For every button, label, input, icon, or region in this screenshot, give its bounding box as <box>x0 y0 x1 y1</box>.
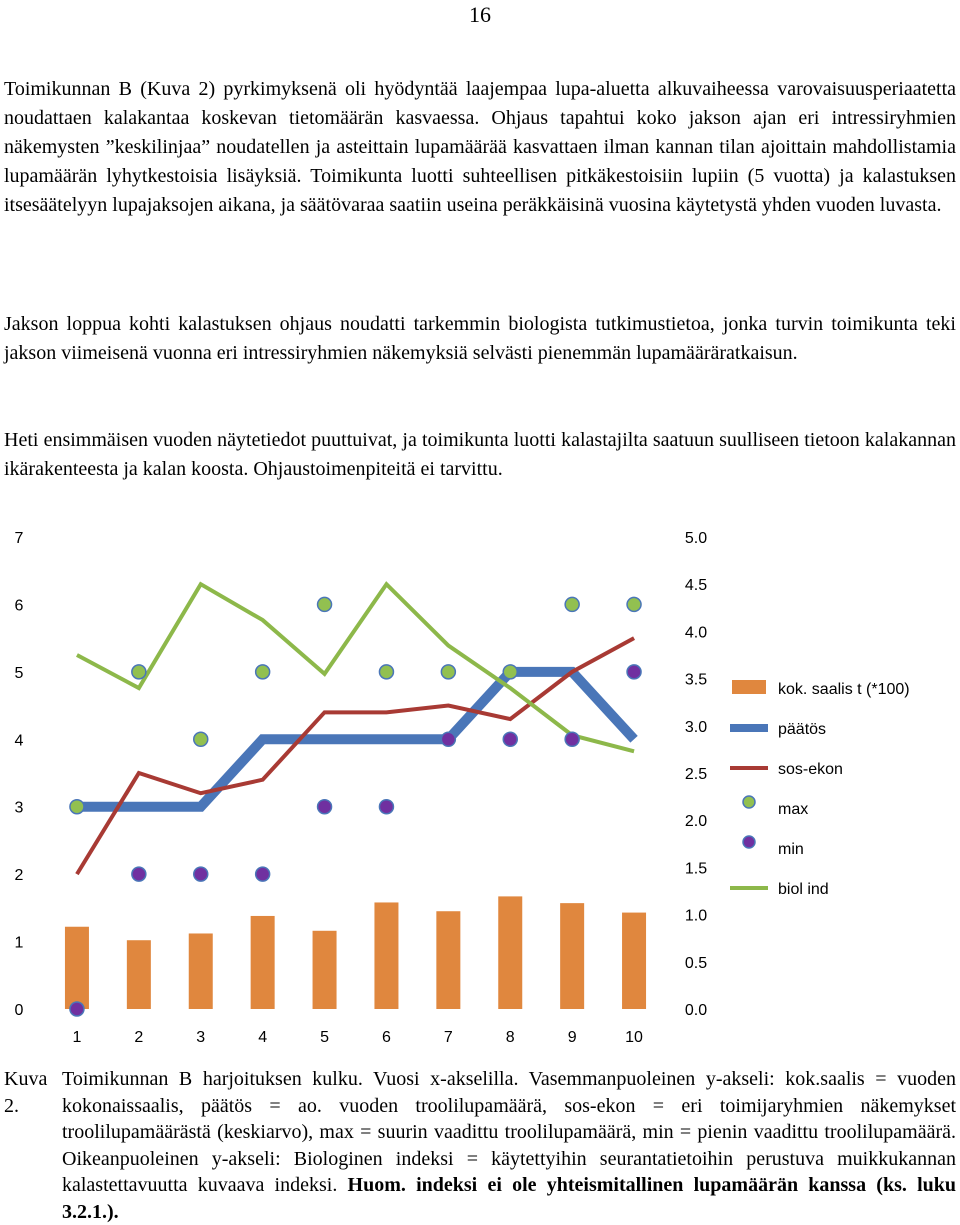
bar-kok-saalis <box>65 927 89 1009</box>
bar-kok-saalis <box>560 903 584 1009</box>
caption-label: Kuva 2. <box>4 1068 48 1117</box>
left-axis-tick-label: 5 <box>14 664 24 682</box>
marker-max <box>132 665 146 679</box>
marker-min <box>256 867 270 881</box>
legend-label: biol ind <box>778 881 829 898</box>
right-axis-tick-label: 0.5 <box>684 954 708 972</box>
right-axis-tick-label: 3.0 <box>684 718 708 736</box>
figure-caption <box>4 1066 956 1225</box>
marker-max <box>256 665 270 679</box>
legend-swatch-marker <box>743 796 755 808</box>
bar-kok-saalis <box>189 933 213 1009</box>
marker-max <box>194 732 208 746</box>
right-axis-tick-label: 1.5 <box>684 860 708 878</box>
left-axis-tick-label: 0 <box>14 1002 24 1019</box>
marker-max <box>565 597 579 611</box>
right-axis-tick-label: 0.0 <box>684 1002 708 1019</box>
marker-min <box>379 800 393 814</box>
marker-min <box>132 867 146 881</box>
x-axis-tick-label: 5 <box>320 1029 330 1046</box>
marker-max <box>503 665 517 679</box>
caption-text: Toimikunnan B harjoituksen kulku. Vuosi x-akselilla. Vasemmanpuoleinen y-akseli: kok.saalis = vuoden kokonaissaalis, päätös = ao. vuoden troolilupamäärä, sos-ekon = eri toimijaryhmien näkemykset troolilupamäärästä (keskiarvo), max = suurin vaadittu troolilupamäärä, min = pienin vaadittu troolilupamäärä. Oikeanpuoleinen y-akseli: Biologinen indeksi = käytettyihin seurantatietoihin perustuva muikkukannan kalastettavuutta kuvaava indeksi. <box>62 1068 956 1196</box>
page-number: 16 <box>469 2 491 27</box>
marker-min <box>318 800 332 814</box>
x-axis-tick-label: 9 <box>567 1029 577 1046</box>
legend-label: max <box>778 801 809 818</box>
left-axis-tick-label: 7 <box>14 530 24 547</box>
legend-label: sos-ekon <box>778 761 843 778</box>
left-axis-tick-label: 3 <box>14 799 24 817</box>
legend-label: kok. saalis t (*100) <box>778 681 910 698</box>
bar-kok-saalis <box>313 931 337 1009</box>
x-axis-tick-label: 2 <box>134 1029 144 1046</box>
x-axis-tick-label: 1 <box>72 1029 82 1046</box>
left-axis-tick-label: 1 <box>14 934 24 952</box>
right-axis-tick-label: 1.0 <box>684 907 708 925</box>
marker-min <box>70 1002 84 1016</box>
right-axis-tick-label: 2.0 <box>684 813 708 831</box>
marker-min <box>503 732 517 746</box>
marker-max <box>379 665 393 679</box>
bar-kok-saalis <box>251 916 275 1009</box>
right-axis-tick-label: 5.0 <box>684 530 708 547</box>
left-axis-tick-label: 4 <box>14 732 24 750</box>
x-axis-tick-label: 6 <box>381 1029 391 1046</box>
marker-max <box>627 597 641 611</box>
x-axis-tick-label: 10 <box>625 1029 643 1046</box>
legend-label: min <box>778 841 804 858</box>
combo-chart <box>0 520 960 1060</box>
marker-min <box>627 665 641 679</box>
marker-min <box>565 732 579 746</box>
x-axis-tick-label: 3 <box>196 1029 206 1046</box>
x-axis-tick-label: 8 <box>505 1029 515 1046</box>
legend-label: päätös <box>778 721 827 738</box>
bar-kok-saalis <box>436 911 460 1009</box>
caption-note: Huom. indeksi ei ole yhteismitallinen lupamäärän kanssa (ks. luku 3.2.1.). <box>62 1174 956 1223</box>
marker-max <box>318 597 332 611</box>
legend-swatch-marker <box>743 836 755 848</box>
legend-swatch-bar <box>732 680 766 694</box>
paragraph-3: Heti ensimmäisen vuoden näytetiedot puuttuivat, ja toimikunta luotti kalastajilta saatuun suulliseen tietoon kalakannan ikärakenteesta ja kalan koosta. Ohjaustoimenpiteitä ei tarvittu. <box>4 429 956 480</box>
bar-kok-saalis <box>127 940 151 1009</box>
right-axis-tick-label: 4.0 <box>684 624 708 642</box>
right-axis-tick-label: 3.5 <box>684 671 708 689</box>
marker-min <box>441 732 455 746</box>
marker-max <box>70 800 84 814</box>
bar-kok-saalis <box>498 896 522 1009</box>
right-axis-tick-label: 4.5 <box>684 577 708 595</box>
paragraph-1: Toimikunnan B (Kuva 2) pyrkimyksenä oli hyödyntää laajempaa lupa-aluetta alkuvaiheessa varovaisuusperiaatetta noudattaen kalakantaa koskevan tietomäärän kasvaessa. Ohjaus tapahtui koko jakson ajan eri intressiryhmien näkemysten ”keskilinjaa” noudatellen ja asteittain lupamäärää kasvattaen ilman kannan tilan ajoittain mahdollistamia lupamäärän lyhytkestoisia lisäyksiä. Toimikunta luotti suhteellisen pitkäkestoisiin lupiin (5 vuotta) ja kalastuksen itsesäätelyyn lupajaksojen aikana, ja säätövaraa saatiin useina peräkkäisinä vuosina käytetystä yhden vuoden luvasta. <box>4 78 956 216</box>
paragraph-2: Jakson loppua kohti kalastuksen ohjaus noudatti tarkemmin biologista tutkimustietoa, jonka turvin toimikunta teki jakson viimeisenä vuonna eri intressiryhmien näkemyksiä selvästi pienemmän lupamääräratkaisun. <box>4 313 956 364</box>
right-axis-tick-label: 2.5 <box>684 766 708 783</box>
marker-max <box>441 665 455 679</box>
marker-min <box>194 867 208 881</box>
left-axis-tick-label: 6 <box>14 597 24 615</box>
x-axis-tick-label: 7 <box>443 1029 453 1046</box>
left-axis-tick-label: 2 <box>14 867 24 885</box>
line-p-t-s <box>77 672 634 807</box>
bar-kok-saalis <box>374 902 398 1009</box>
x-axis-tick-label: 4 <box>258 1029 268 1046</box>
bar-kok-saalis <box>622 913 646 1009</box>
